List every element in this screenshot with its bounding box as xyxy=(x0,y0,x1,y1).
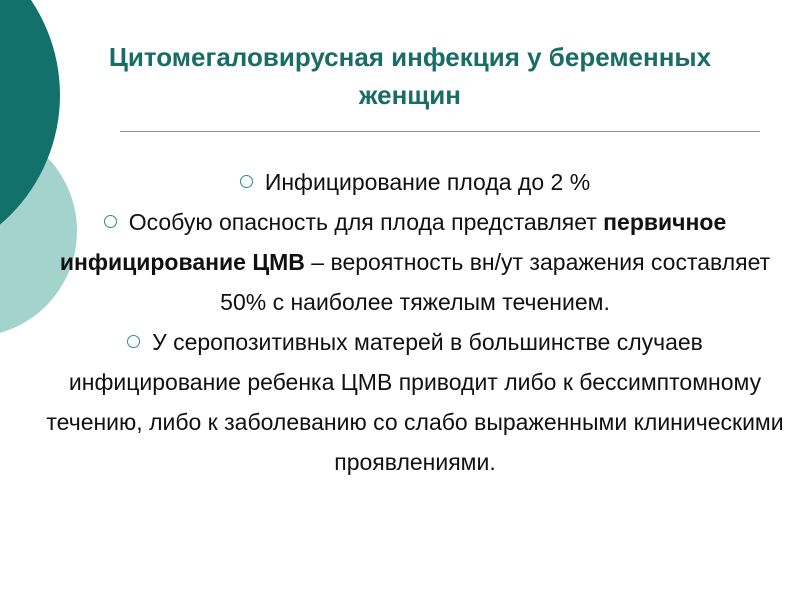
bullet-item-2-emphasis: первичное инфицирование ЦМВ xyxy=(59,209,727,275)
bullet-item-3-text: У серопозитивных матерей в большинстве случаев инфицирование ребенка ЦМВ приводит либо к бессимптомному течению, либо к заболеванию со слабо выраженными клиническими проявлениями. xyxy=(46,329,784,475)
bullet-circle-icon xyxy=(104,215,117,228)
bullet-item-1-text: Инфицирование плода до 2 % xyxy=(264,169,591,195)
bullet-item-3 xyxy=(40,322,790,482)
bullet-list xyxy=(40,162,790,482)
bullet-item-2-text-before: Особую опасность для плода представляет xyxy=(128,209,604,235)
bullet-item-2 xyxy=(40,202,790,322)
bullet-item-2-text-after: – вероятность вн/ут заражения составляет 50% с наиболее тяжелым течением. xyxy=(220,249,771,315)
bullet-circle-icon xyxy=(127,335,140,348)
title-divider xyxy=(120,131,760,132)
bullet-item-1 xyxy=(40,162,790,202)
bullet-circle-icon xyxy=(240,175,253,188)
slide-title: Цитомегаловирусная инфекция у беременных женщин xyxy=(108,42,712,110)
